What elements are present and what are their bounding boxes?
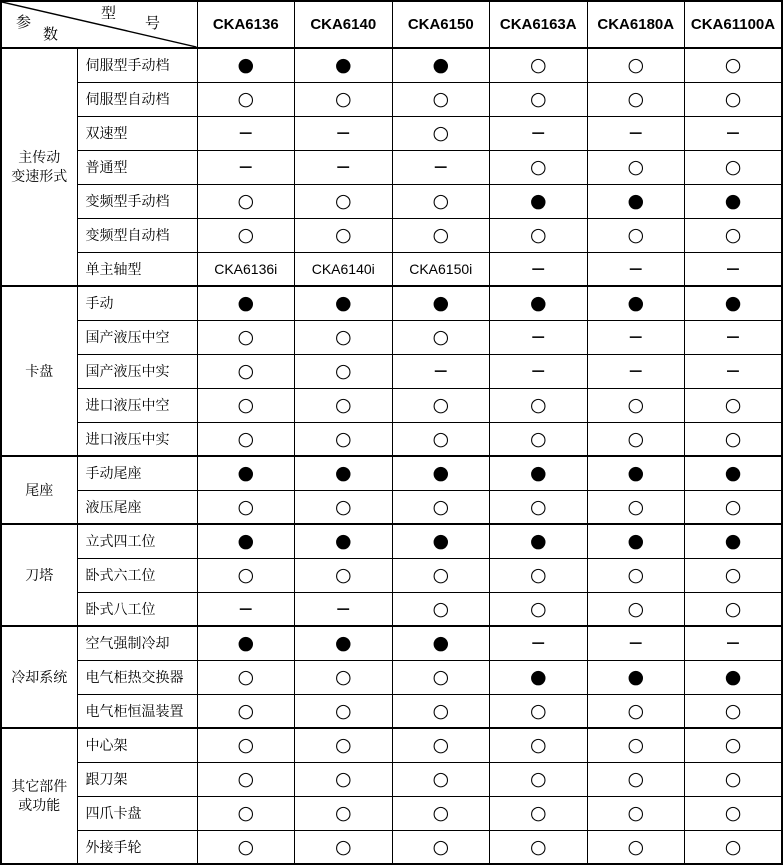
feature-label: 伺服型手动档 (77, 48, 197, 82)
optional-cell: ○ (587, 388, 685, 422)
optional-cell: ○ (392, 320, 490, 354)
na-cell: − (197, 116, 295, 150)
optional-cell: ○ (197, 388, 295, 422)
table-row (1, 286, 782, 320)
optional-cell: ○ (197, 218, 295, 252)
feature-label: 变频型自动档 (77, 218, 197, 252)
table-row (1, 660, 782, 694)
optional-cell: ○ (392, 490, 490, 524)
standard-cell: ● (197, 286, 295, 320)
optional-cell: ○ (685, 694, 783, 728)
model-variant-cell: CKA6150i (392, 252, 490, 286)
table-row (1, 830, 782, 864)
optional-cell: ○ (490, 694, 588, 728)
feature-label: 进口液压中空 (77, 388, 197, 422)
group-label: 尾座 (1, 456, 77, 524)
na-cell: − (392, 150, 490, 184)
diagonal-line-icon (2, 2, 197, 47)
na-cell: − (295, 116, 393, 150)
optional-cell: ○ (685, 728, 783, 762)
optional-cell: ○ (295, 354, 393, 388)
optional-cell: ○ (490, 558, 588, 592)
optional-cell: ○ (392, 116, 490, 150)
feature-label: 卧式六工位 (77, 558, 197, 592)
optional-cell: ○ (392, 388, 490, 422)
feature-label: 国产液压中空 (77, 320, 197, 354)
na-cell: − (587, 626, 685, 660)
standard-cell: ● (295, 456, 393, 490)
optional-cell: ○ (587, 830, 685, 864)
feature-label: 双速型 (77, 116, 197, 150)
na-cell: − (685, 252, 783, 286)
table-row (1, 558, 782, 592)
feature-label: 四爪卡盘 (77, 796, 197, 830)
na-cell: − (392, 354, 490, 388)
optional-cell: ○ (197, 184, 295, 218)
standard-cell: ● (490, 184, 588, 218)
standard-cell: ● (197, 626, 295, 660)
group-label: 冷却系统 (1, 626, 77, 728)
optional-cell: ○ (685, 150, 783, 184)
optional-cell: ○ (295, 82, 393, 116)
optional-cell: ○ (295, 422, 393, 456)
optional-cell: ○ (392, 762, 490, 796)
feature-label: 手动 (77, 286, 197, 320)
table-row (1, 150, 782, 184)
optional-cell: ○ (295, 388, 393, 422)
optional-cell: ○ (685, 796, 783, 830)
standard-cell: ● (587, 184, 685, 218)
na-cell: − (490, 626, 588, 660)
standard-cell: ● (490, 524, 588, 558)
feature-label: 外接手轮 (77, 830, 197, 864)
table-row (1, 116, 782, 150)
optional-cell: ○ (197, 694, 295, 728)
table-row (1, 592, 782, 626)
model-header: CKA6136 (197, 1, 295, 48)
optional-cell: ○ (587, 796, 685, 830)
na-cell: − (685, 116, 783, 150)
optional-cell: ○ (490, 592, 588, 626)
corner-cell (1, 1, 197, 48)
optional-cell: ○ (197, 796, 295, 830)
optional-cell: ○ (685, 218, 783, 252)
optional-cell: ○ (685, 82, 783, 116)
optional-cell: ○ (392, 592, 490, 626)
table-row (1, 694, 782, 728)
optional-cell: ○ (587, 762, 685, 796)
feature-label: 普通型 (77, 150, 197, 184)
table-row (1, 524, 782, 558)
optional-cell: ○ (587, 728, 685, 762)
optional-cell: ○ (490, 48, 588, 82)
optional-cell: ○ (587, 694, 685, 728)
feature-label: 进口液压中实 (77, 422, 197, 456)
standard-cell: ● (197, 48, 295, 82)
optional-cell: ○ (587, 490, 685, 524)
table-body (1, 48, 782, 864)
standard-cell: ● (587, 524, 685, 558)
model-header: CKA6180A (587, 1, 685, 48)
optional-cell: ○ (490, 388, 588, 422)
standard-cell: ● (295, 286, 393, 320)
feature-label: 电气柜热交换器 (77, 660, 197, 694)
optional-cell: ○ (295, 660, 393, 694)
table-row (1, 218, 782, 252)
feature-label: 电气柜恒温装置 (77, 694, 197, 728)
optional-cell: ○ (587, 82, 685, 116)
na-cell: − (295, 150, 393, 184)
optional-cell: ○ (197, 422, 295, 456)
optional-cell: ○ (587, 150, 685, 184)
na-cell: − (685, 354, 783, 388)
corner-label-param-char: 参 (16, 14, 32, 31)
model-variant-cell: CKA6136i (197, 252, 295, 286)
group-label: 卡盘 (1, 286, 77, 456)
feature-label: 伺服型自动档 (77, 82, 197, 116)
standard-cell: ● (490, 660, 588, 694)
optional-cell: ○ (295, 762, 393, 796)
standard-cell: ● (197, 524, 295, 558)
feature-label: 空气强制冷却 (77, 626, 197, 660)
table-row (1, 82, 782, 116)
optional-cell: ○ (392, 558, 490, 592)
optional-cell: ○ (587, 422, 685, 456)
optional-cell: ○ (295, 694, 393, 728)
feature-label: 液压尾座 (77, 490, 197, 524)
optional-cell: ○ (685, 490, 783, 524)
optional-cell: ○ (295, 320, 393, 354)
table-row (1, 388, 782, 422)
optional-cell: ○ (392, 184, 490, 218)
feature-label: 变频型手动档 (77, 184, 197, 218)
feature-label: 单主轴型 (77, 252, 197, 286)
standard-cell: ● (197, 456, 295, 490)
group-label: 刀塔 (1, 524, 77, 626)
standard-cell: ● (685, 286, 783, 320)
optional-cell: ○ (490, 422, 588, 456)
optional-cell: ○ (295, 830, 393, 864)
optional-cell: ○ (392, 796, 490, 830)
standard-cell: ● (587, 456, 685, 490)
standard-cell: ● (392, 456, 490, 490)
optional-cell: ○ (295, 218, 393, 252)
optional-cell: ○ (490, 490, 588, 524)
model-header: CKA6163A (490, 1, 588, 48)
na-cell: − (685, 626, 783, 660)
header-row (1, 1, 782, 48)
optional-cell: ○ (685, 592, 783, 626)
corner-label-model-char: 型 (101, 5, 117, 22)
feature-label: 卧式八工位 (77, 592, 197, 626)
optional-cell: ○ (295, 184, 393, 218)
optional-cell: ○ (587, 48, 685, 82)
optional-cell: ○ (490, 150, 588, 184)
corner-label-model-char: 号 (145, 15, 161, 32)
na-cell: − (587, 116, 685, 150)
optional-cell: ○ (295, 558, 393, 592)
table-row (1, 252, 782, 286)
standard-cell: ● (587, 660, 685, 694)
optional-cell: ○ (685, 388, 783, 422)
optional-cell: ○ (197, 660, 295, 694)
table-row (1, 796, 782, 830)
optional-cell: ○ (587, 218, 685, 252)
na-cell: − (490, 116, 588, 150)
optional-cell: ○ (197, 762, 295, 796)
standard-cell: ● (490, 286, 588, 320)
model-header: CKA6140 (295, 1, 393, 48)
table-row (1, 626, 782, 660)
na-cell: − (490, 252, 588, 286)
table-row (1, 320, 782, 354)
standard-cell: ● (295, 626, 393, 660)
optional-cell: ○ (685, 48, 783, 82)
standard-cell: ● (295, 48, 393, 82)
na-cell: − (587, 354, 685, 388)
feature-label: 国产液压中实 (77, 354, 197, 388)
model-variant-cell: CKA6140i (295, 252, 393, 286)
optional-cell: ○ (587, 592, 685, 626)
table-row (1, 456, 782, 490)
standard-cell: ● (685, 456, 783, 490)
optional-cell: ○ (490, 762, 588, 796)
optional-cell: ○ (197, 82, 295, 116)
standard-cell: ● (490, 456, 588, 490)
feature-label: 立式四工位 (77, 524, 197, 558)
na-cell: − (587, 320, 685, 354)
optional-cell: ○ (197, 354, 295, 388)
optional-cell: ○ (490, 796, 588, 830)
optional-cell: ○ (392, 218, 490, 252)
feature-label: 手动尾座 (77, 456, 197, 490)
table-row (1, 48, 782, 82)
optional-cell: ○ (392, 82, 490, 116)
standard-cell: ● (685, 524, 783, 558)
optional-cell: ○ (295, 490, 393, 524)
optional-cell: ○ (295, 796, 393, 830)
optional-cell: ○ (392, 660, 490, 694)
table-row (1, 728, 782, 762)
standard-cell: ● (392, 524, 490, 558)
optional-cell: ○ (490, 82, 588, 116)
na-cell: − (587, 252, 685, 286)
standard-cell: ● (685, 660, 783, 694)
standard-cell: ● (685, 184, 783, 218)
model-header: CKA6150 (392, 1, 490, 48)
group-label: 主传动 变速形式 (1, 48, 77, 286)
corner-label-param-char: 数 (43, 26, 59, 43)
optional-cell: ○ (490, 728, 588, 762)
optional-cell: ○ (392, 728, 490, 762)
na-cell: − (197, 592, 295, 626)
standard-cell: ● (392, 286, 490, 320)
optional-cell: ○ (392, 694, 490, 728)
group-label: 其它部件 或功能 (1, 728, 77, 864)
na-cell: − (490, 354, 588, 388)
optional-cell: ○ (392, 830, 490, 864)
optional-cell: ○ (685, 422, 783, 456)
optional-cell: ○ (587, 558, 685, 592)
table-row (1, 184, 782, 218)
table-row (1, 354, 782, 388)
optional-cell: ○ (392, 422, 490, 456)
standard-cell: ● (392, 48, 490, 82)
feature-label: 中心架 (77, 728, 197, 762)
na-cell: − (295, 592, 393, 626)
table-row (1, 422, 782, 456)
optional-cell: ○ (685, 762, 783, 796)
standard-cell: ● (392, 626, 490, 660)
feature-label: 跟刀架 (77, 762, 197, 796)
na-cell: − (685, 320, 783, 354)
na-cell: − (490, 320, 588, 354)
model-header: CKA61100A (685, 1, 783, 48)
optional-cell: ○ (685, 830, 783, 864)
optional-cell: ○ (197, 728, 295, 762)
na-cell: − (197, 150, 295, 184)
optional-cell: ○ (490, 830, 588, 864)
standard-cell: ● (587, 286, 685, 320)
optional-cell: ○ (197, 830, 295, 864)
optional-cell: ○ (197, 320, 295, 354)
optional-cell: ○ (197, 558, 295, 592)
optional-cell: ○ (490, 218, 588, 252)
standard-cell: ● (295, 524, 393, 558)
table-row (1, 490, 782, 524)
optional-cell: ○ (197, 490, 295, 524)
optional-cell: ○ (685, 558, 783, 592)
table-row (1, 762, 782, 796)
optional-cell: ○ (295, 728, 393, 762)
